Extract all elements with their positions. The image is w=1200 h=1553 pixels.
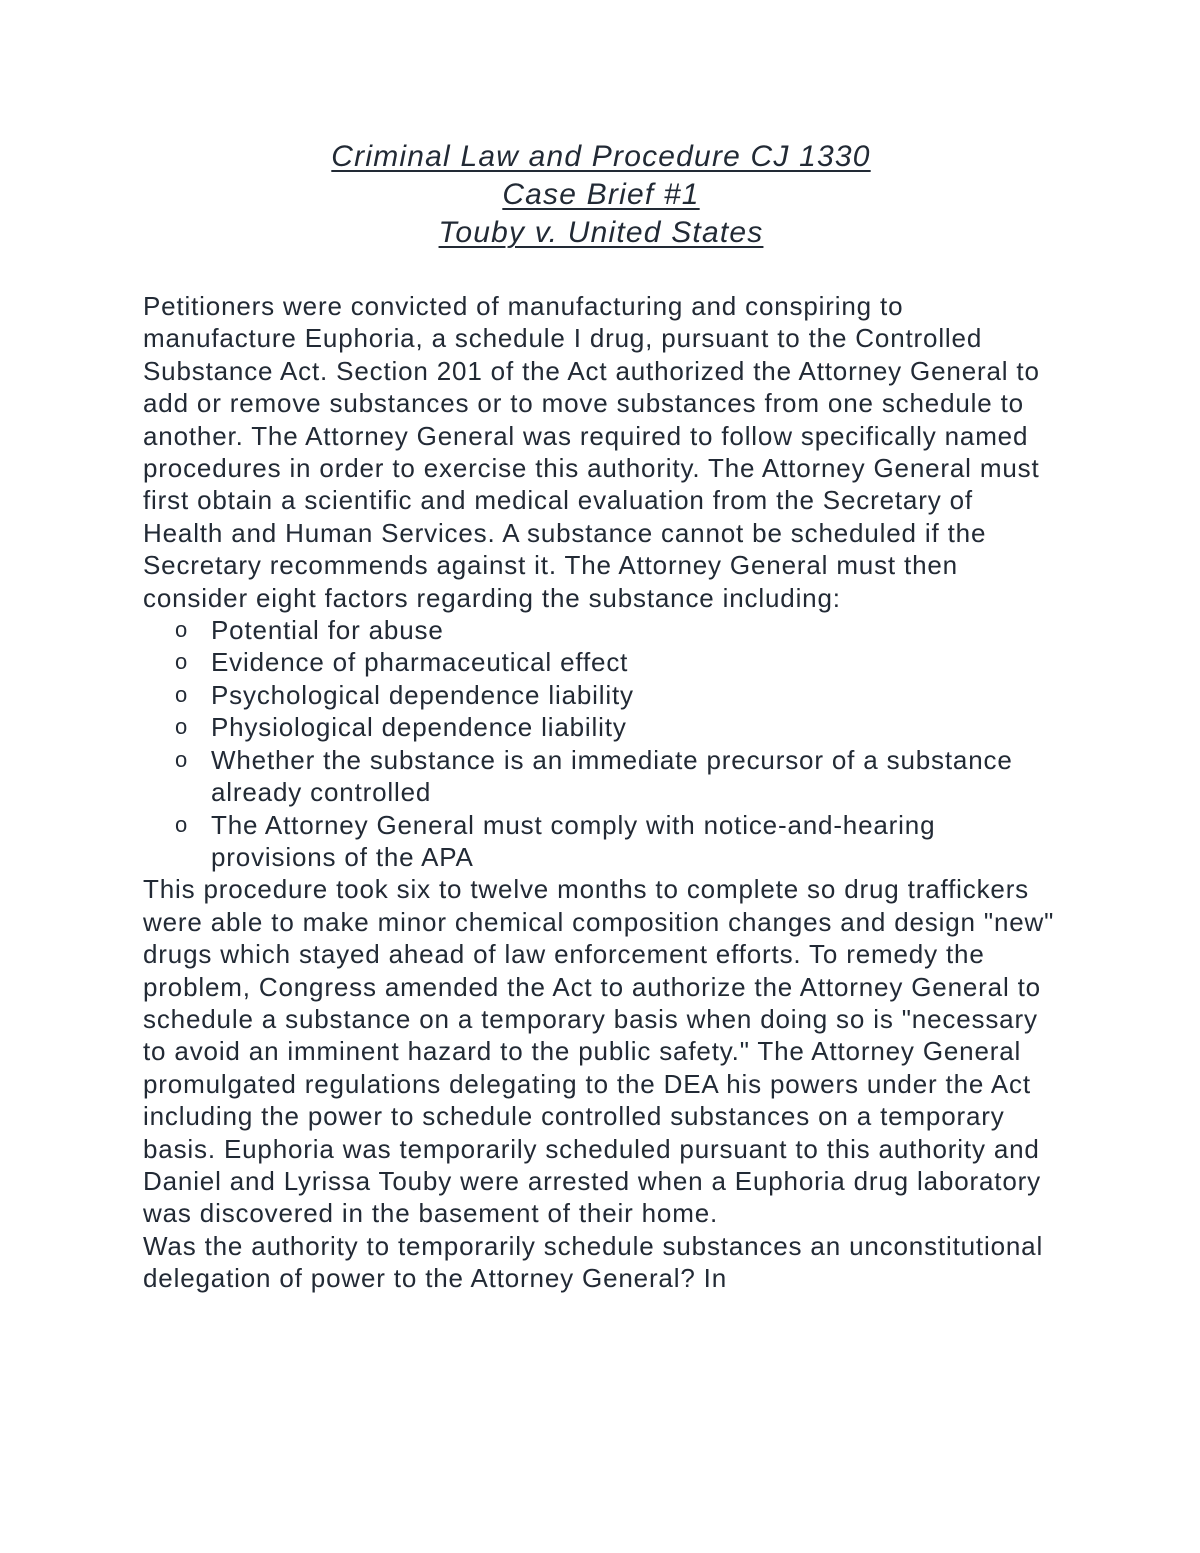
title-line-case-name: Touby v. United States <box>438 216 764 249</box>
factor-list <box>143 614 1059 873</box>
list-item <box>143 711 1059 743</box>
title-line-course: Criminal Law and Procedure CJ 1330 <box>331 140 871 173</box>
bullet-marker: o <box>175 746 189 772</box>
list-item-text: Evidence of pharmaceutical effect <box>211 647 629 678</box>
list-item <box>143 646 1059 678</box>
list-item-text: Potential for abuse <box>211 615 444 646</box>
list-item <box>143 744 1059 809</box>
list-item <box>143 614 1059 646</box>
bullet-marker: o <box>175 681 189 707</box>
paragraph-issue: Was the authority to temporarily schedule substances an unconstitutional delegation of power to the Attorney General? In <box>143 1230 1044 1294</box>
paragraph-facts: Petitioners were convicted of manufacturing and conspiring to manufacture Euphoria, a schedule I drug, pursuant to the Controlled Substance Act. Section 201 of the Act authorized the Attorney General to add or remove substances or to move substances from one schedule to another. The Attorney General was required to follow specifically named procedures in order to exercise this authority. The Attorney General must first obtain a scientific and medical evaluation from the Secretary of Health and Human Services. A substance cannot be scheduled if the Secretary recommends against it. The Attorney General must then consider eight factors regarding the substance including: <box>143 291 1040 613</box>
title-line-brief-number: Case Brief #1 <box>502 178 700 211</box>
list-item-text: Whether the substance is an immediate precursor of a substance already controlled <box>211 744 1013 808</box>
list-item-text: Physiological dependence liability <box>211 712 627 743</box>
document-content <box>143 138 1059 1295</box>
bullet-marker: o <box>175 714 189 740</box>
list-item <box>143 679 1059 711</box>
bullet-marker: o <box>175 617 189 643</box>
document-title-block <box>143 138 1059 252</box>
list-item-text: Psychological dependence liability <box>211 679 634 710</box>
list-item <box>143 809 1059 874</box>
paragraph-procedural-history: This procedure took six to twelve months to complete so drug traffickers were able to make minor chemical composition changes and design "new" drugs which stayed ahead of law enforcement efforts. To remedy the problem, Congress amended the Act to authorize the Attorney General to schedule a substance on a temporary basis when doing so is "necessary to avoid an imminent hazard to the public safety." The Attorney General promulgated regulations delegating to the DEA his powers under the Act including the power to schedule controlled substances on a temporary basis. Euphoria was temporarily scheduled pursuant to this authority and Daniel and Lyrissa Touby were arrested when a Euphoria drug laboratory was discovered in the basement of their home. <box>143 874 1055 1229</box>
list-item-text: The Attorney General must comply with notice-and-hearing provisions of the APA <box>211 809 936 872</box>
bullet-marker: o <box>175 811 189 837</box>
document-body <box>143 290 1059 1295</box>
bullet-marker: o <box>175 649 189 675</box>
